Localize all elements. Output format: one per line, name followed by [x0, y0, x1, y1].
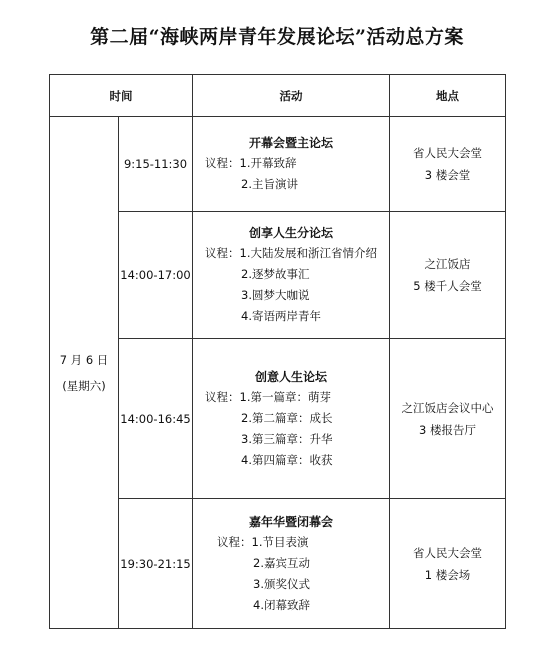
venue-name: 省人民大会堂 [413, 545, 482, 560]
agenda-item: 2.嘉宾互动 [253, 555, 310, 570]
document-title: 第二届“海峡两岸青年发展论坛”活动总方案 [90, 26, 464, 48]
venue-room: 5 楼千人会堂 [413, 279, 482, 293]
date-weekday: (星期六) [62, 378, 106, 393]
date-cell [50, 117, 119, 629]
activity-title: 开幕会暨主论坛 [248, 136, 333, 150]
agenda-item: 4.闭幕致辞 [253, 597, 310, 612]
agenda-item: 2.主旨演讲 [241, 177, 298, 191]
header-time: 时间 [50, 75, 193, 117]
venue-room: 3 楼报告厅 [419, 422, 476, 437]
activity-title: 创意人生论坛 [254, 369, 327, 384]
agenda-label: 议程： [205, 246, 240, 260]
time-cell: 19:30-21:15 [119, 499, 193, 629]
activity-title: 嘉年华暨闭幕会 [248, 514, 333, 529]
agenda-item: 3.第三篇章：升华 [241, 431, 333, 446]
venue-room: 3 楼会堂 [424, 168, 471, 182]
header-row [50, 75, 506, 117]
agenda-item: 4.寄语两岸青年 [241, 309, 321, 323]
agenda-line [197, 153, 385, 174]
agenda-item: 1.大陆发展和浙江省情介绍 [239, 246, 377, 260]
venue-cell [390, 339, 506, 499]
agenda-item: 2.逐梦故事汇 [241, 267, 310, 281]
agenda-label: 议程： [205, 389, 240, 404]
time-cell: 9:15-11:30 [119, 117, 193, 212]
activity-cell [193, 117, 390, 212]
table-row [50, 339, 506, 499]
activity-cell [193, 339, 390, 499]
venue-name: 省人民大会堂 [413, 146, 482, 160]
venue-name: 之江饭店 [424, 257, 471, 271]
agenda-item: 1.节目表演 [251, 534, 309, 549]
agenda-label: 议程： [205, 156, 240, 170]
date-day: 7 月 6 日 [59, 352, 109, 367]
venue-cell [390, 499, 506, 629]
agenda-item: 2.第二篇章：成长 [241, 410, 333, 425]
header-activity: 活动 [193, 75, 390, 117]
agenda-item: 4.第四篇章：收获 [241, 452, 333, 467]
activity-cell [193, 212, 390, 339]
activity-title: 创享人生分论坛 [248, 226, 333, 240]
time-cell: 14:00-17:00 [119, 212, 193, 339]
agenda-item: 3.颁奖仪式 [253, 576, 310, 591]
agenda-line [197, 532, 385, 553]
agenda-line [197, 387, 385, 408]
table-row [50, 212, 506, 339]
agenda-item: 3.圆梦大咖说 [241, 288, 310, 302]
agenda-item: 1.开幕致辞 [239, 156, 297, 170]
schedule-table [49, 74, 506, 629]
venue-cell [390, 117, 506, 212]
agenda-label: 议程： [217, 534, 252, 549]
agenda-line [197, 243, 385, 264]
agenda-item: 1.第一篇章：萌芽 [239, 389, 331, 404]
time-cell: 14:00-16:45 [119, 339, 193, 499]
header-venue: 地点 [390, 75, 506, 117]
activity-cell [193, 499, 390, 629]
venue-cell [390, 212, 506, 339]
table-row [50, 499, 506, 629]
venue-name: 之江饭店会议中心 [401, 400, 494, 415]
venue-room: 1 楼会场 [424, 567, 471, 582]
table-row [50, 117, 506, 212]
